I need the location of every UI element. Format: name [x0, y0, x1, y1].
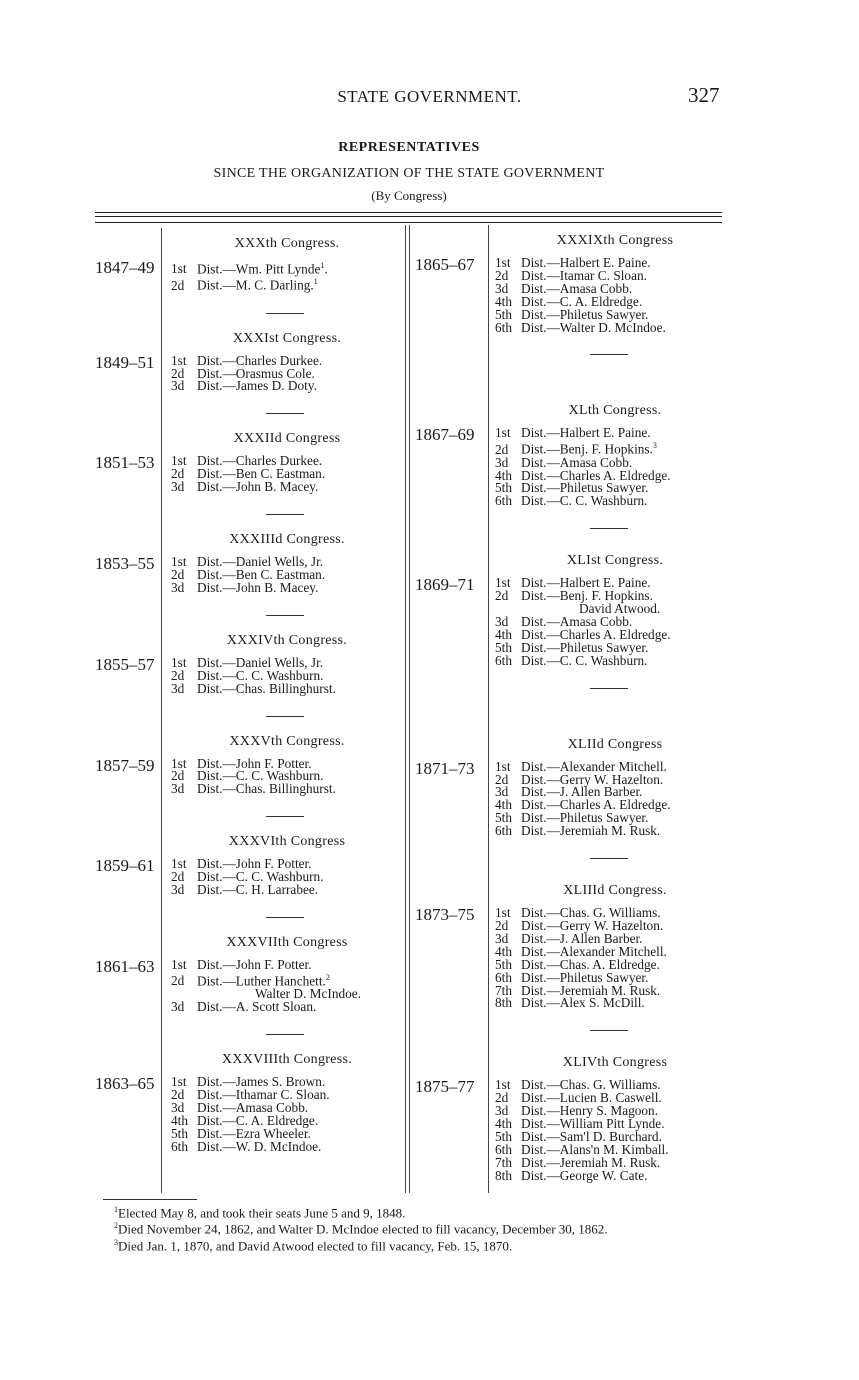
district-number: 4th [495, 943, 512, 959]
district-number: 5th [495, 956, 512, 972]
district-number: 3d [171, 579, 185, 595]
member-name: Dist.—Luther Hanchett. [197, 973, 326, 989]
district-number: 3d [171, 680, 185, 696]
block-separator [590, 858, 628, 859]
district-number: 5th [495, 1128, 512, 1144]
member-name: Dist.—Gerry W. Hazelton. [521, 917, 664, 933]
member-name: Dist.—Alexander Mitchell. [521, 943, 667, 959]
member-name: Dist.—Sam'l D. Burchard. [521, 1128, 662, 1144]
member-name: Dist.—Chas. G. Williams. [521, 1077, 661, 1093]
district-number: 1st [495, 905, 511, 921]
member-entry [171, 680, 403, 696]
footnote-ref: 1 [313, 277, 318, 287]
footnote-mark: 1 [114, 1205, 118, 1214]
term-years: 1863–65 [95, 1074, 155, 1094]
congress-heading: XLIst Congress. [566, 553, 664, 569]
district-number: 1st [171, 856, 187, 872]
member-entry [171, 1138, 403, 1154]
district-number: 1st [495, 575, 511, 591]
congress-block [95, 834, 403, 918]
district-number: 1st [171, 1074, 187, 1090]
congress-heading: XXXIIId Congress. [229, 532, 345, 548]
footnote [114, 1236, 744, 1252]
member-name: Dist.—Charles A. Eldredge. [521, 467, 671, 483]
member-name: Dist.—Henry S. Magoon. [521, 1103, 659, 1119]
member-name: Dist.—Alexander Mitchell. [521, 758, 667, 774]
member-name: David Atwood. [579, 601, 661, 617]
term-years: 1853–55 [95, 554, 155, 574]
district-number: 2d [171, 567, 185, 582]
district-number: 6th [495, 319, 512, 335]
congress-block [95, 431, 403, 515]
district-number: 1st [495, 758, 511, 774]
member-name: Dist.—Walter D. McIndoe. [521, 319, 666, 335]
term-years: 1859–61 [95, 856, 155, 876]
member-name: Dist.—Orasmus Cole. [197, 365, 315, 381]
center-divider-a [405, 225, 406, 1193]
term-years: 1869–71 [415, 575, 475, 595]
district-number: 3d [495, 1103, 509, 1119]
member-list [495, 907, 735, 1010]
member-name: Dist.—C. A. Eldredge. [197, 1112, 319, 1128]
member-name: Walter D. McIndoe. [255, 986, 362, 1002]
member-name: Dist.—George W. Cate. [521, 1167, 648, 1183]
member-list [171, 755, 403, 797]
member-name: Dist.—Jeremiah M. Rusk. [521, 1154, 661, 1170]
footnote-ref: 3 [652, 441, 657, 451]
congress-block [95, 236, 403, 314]
district-number: 3d [171, 479, 185, 495]
member-name: Dist.—C. H. Larrabee. [197, 882, 319, 898]
district-number: 2d [495, 588, 509, 604]
term-years: 1871–73 [415, 758, 475, 778]
footnote [114, 1203, 744, 1219]
district-number: 6th [171, 1138, 188, 1154]
congress-block [95, 633, 403, 717]
member-name: Dist.—Jeremiah M. Rusk. [521, 823, 661, 839]
block-separator [266, 615, 304, 616]
member-entry [495, 652, 735, 668]
district-number: 3d [171, 1099, 185, 1115]
top-rule-under [95, 222, 722, 223]
member-name: Dist.—James S. Brown. [197, 1074, 326, 1090]
district-number: 2d [171, 768, 185, 784]
district-number: 1st [495, 425, 511, 441]
congress-heading: XXXIXth Congress [556, 233, 674, 248]
member-name: Dist.—Charles Durkee. [197, 352, 323, 368]
term-years: 1875–77 [415, 1077, 475, 1097]
member-name: Dist.—Amasa Cobb. [197, 1099, 309, 1115]
member-name: Dist.—J. Allen Barber. [521, 930, 643, 946]
member-entry [171, 276, 403, 292]
member-list [171, 455, 403, 494]
footnote-text: Died November 24, 1862, and Walter D. McIndoe elected to fill vacancy, December 30, 1862. [118, 1221, 608, 1237]
district-number: 2d [495, 441, 509, 457]
district-number: 3d [495, 280, 509, 296]
district-number: 1st [171, 352, 187, 368]
district-number: 5th [171, 1125, 188, 1141]
congress-block [415, 883, 735, 1031]
block-separator [266, 816, 304, 817]
member-name: Dist.—Alans'n M. Kimball. [521, 1141, 669, 1157]
member-name: Dist.—John B. Macey. [197, 579, 319, 595]
district-number: 2d [171, 667, 185, 683]
member-list [171, 352, 403, 394]
member-name: Dist.—Ithamar C. Sloan. [197, 1086, 330, 1102]
member-list [171, 858, 403, 897]
member-name: Dist.—Philetus Sawyer. [521, 306, 649, 322]
district-number: 4th [495, 797, 512, 813]
member-list [495, 577, 735, 667]
congress-block [95, 734, 403, 818]
congress-heading: XLIVth Congress [562, 1055, 668, 1071]
member-list [171, 1076, 403, 1153]
congress-block [415, 233, 735, 355]
member-name: Dist.—John B. Macey. [197, 479, 319, 495]
footnote-rule [103, 1199, 197, 1200]
member-name: Dist.—Halbert E. Paine. [521, 255, 651, 270]
congress-block [95, 935, 403, 1035]
member-name: Dist.—M. C. Darling. [197, 277, 314, 293]
member-name: Dist.—Chas. A. Eldredge. [521, 956, 660, 972]
member-name: Dist.—J. Allen Barber. [521, 784, 643, 800]
district-number: 2d [495, 771, 509, 787]
district-number: 1st [495, 1077, 511, 1093]
member-list [495, 1079, 735, 1182]
member-name: Dist.—Philetus Sawyer. [521, 639, 649, 655]
member-name: Dist.—Charles Durkee. [197, 453, 323, 469]
congress-block [95, 532, 403, 616]
section-note: (By Congress) [371, 188, 447, 203]
district-number: 6th [495, 969, 512, 985]
term-years: 1861–63 [95, 956, 155, 976]
member-list [495, 427, 735, 508]
section-title: REPRESENTATIVES [338, 140, 480, 155]
member-entry [495, 319, 735, 335]
district-number: 2d [171, 466, 185, 482]
district-number: 3d [495, 784, 509, 800]
member-name: Dist.—Philetus Sawyer. [521, 810, 649, 826]
district-number: 2d [171, 277, 185, 293]
congress-block [415, 403, 735, 529]
member-entry [495, 1167, 735, 1183]
member-entry [171, 956, 403, 972]
district-number: 5th [495, 810, 512, 826]
district-number: 3d [495, 930, 509, 946]
member-entry [495, 495, 735, 508]
district-number: 1st [171, 755, 187, 771]
district-number: 4th [495, 1116, 512, 1132]
member-name-tail: . [324, 261, 328, 277]
footnote-mark: 3 [114, 1237, 118, 1247]
district-number: 2d [171, 869, 185, 885]
district-number: 3d [171, 781, 185, 797]
top-rule-thin [95, 216, 722, 217]
member-entry [171, 1001, 403, 1014]
member-list [171, 556, 403, 595]
footnote-text: Died Jan. 1, 1870, and David Atwood elected to fill vacancy, Feb. 15, 1870. [118, 1237, 513, 1253]
member-name: Dist.—John F. Potter. [197, 856, 312, 872]
member-entry [171, 260, 403, 276]
member-name: Dist.—Philetus Sawyer. [521, 969, 649, 985]
left-column [95, 236, 403, 1153]
member-name: Dist.—C. C. Washburn. [521, 652, 648, 668]
block-separator [590, 688, 628, 689]
term-years: 1847–49 [95, 258, 155, 277]
member-name: Dist.—Ezra Wheeler. [197, 1125, 311, 1141]
district-number: 2d [171, 1086, 185, 1102]
district-number: 6th [495, 823, 512, 839]
member-list [495, 257, 735, 334]
block-separator [590, 528, 628, 529]
member-name: Dist.—Amasa Cobb. [521, 454, 633, 470]
member-entry [171, 380, 403, 393]
congress-heading: XXXVth Congress. [229, 733, 345, 749]
member-name: Dist.—James D. Doty. [197, 378, 317, 394]
district-number: 6th [495, 493, 512, 509]
district-number: 2d [171, 365, 185, 381]
block-separator [266, 917, 304, 918]
member-list [171, 654, 403, 696]
district-number: 6th [495, 652, 512, 668]
block-separator [590, 354, 628, 355]
congress-heading: XXXVIIth Congress [226, 934, 348, 950]
member-name: Dist.—John F. Potter. [197, 956, 312, 972]
member-name: Dist.—W. D. McIndoe. [197, 1138, 322, 1154]
member-list [171, 956, 403, 1015]
district-number: 3d [495, 454, 509, 470]
member-name: Dist.—Lucien B. Caswell. [521, 1090, 662, 1106]
member-entry [495, 997, 735, 1010]
district-number: 7th [495, 982, 512, 998]
top-rule [95, 212, 722, 213]
term-years: 1857–59 [95, 755, 155, 775]
footnote-ref: 1 [320, 261, 325, 270]
term-years: 1873–75 [415, 905, 475, 925]
member-name: Dist.—Halbert E. Paine. [521, 575, 651, 591]
member-name: Dist.—Amasa Cobb. [521, 280, 633, 296]
district-number: 1st [171, 554, 187, 570]
member-name: Dist.—C. C. Washburn. [197, 869, 324, 885]
block-separator [266, 514, 304, 515]
term-years: 1849–51 [95, 352, 155, 372]
member-name: Dist.—Benj. F. Hopkins. [521, 441, 653, 457]
district-number: 1st [171, 453, 187, 469]
footnote-ref: 2 [325, 972, 330, 982]
footnote [114, 1219, 744, 1235]
footnote-text: Elected May 8, and took their seats June 5 and 9, 1848. [118, 1205, 406, 1221]
section-subtitle: SINCE THE ORGANIZATION OF THE STATE GOVERNMENT [213, 166, 605, 181]
member-name: Dist.—Wm. Pitt Lynde [197, 261, 321, 277]
congress-block [95, 1052, 403, 1153]
district-number: 2d [495, 1090, 509, 1106]
district-number: 8th [495, 995, 512, 1011]
footnotes [114, 1203, 744, 1252]
member-name: Dist.—C. C. Washburn. [521, 493, 648, 509]
district-number: 1st [171, 654, 187, 670]
term-years: 1855–57 [95, 654, 155, 674]
member-name: Dist.—Chas. Billinghurst. [197, 781, 336, 797]
member-name: Dist.—Amasa Cobb. [521, 614, 633, 630]
congress-heading: XXXVIth Congress [228, 834, 346, 850]
congress-block [415, 553, 735, 688]
member-name: Dist.—C. C. Washburn. [197, 768, 324, 784]
district-number: 4th [171, 1112, 188, 1128]
congress-block [415, 1055, 735, 1182]
congress-heading: XXXIVth Congress. [226, 632, 348, 648]
district-number: 5th [495, 306, 512, 322]
district-number: 5th [495, 480, 512, 496]
term-years: 1865–67 [415, 255, 475, 274]
center-divider-b [409, 225, 410, 1193]
district-number: 8th [495, 1167, 512, 1183]
member-name: Dist.—William Pitt Lynde. [521, 1116, 665, 1132]
district-number: 7th [495, 1154, 512, 1170]
term-years: 1851–53 [95, 453, 155, 473]
running-title: STATE GOVERNMENT. [337, 87, 522, 106]
block-separator [266, 413, 304, 414]
congress-heading: XLIIId Congress. [563, 883, 667, 899]
member-name: Dist.—Daniel Wells, Jr. [197, 654, 324, 670]
member-name: Dist.—Chas. Billinghurst. [197, 680, 336, 696]
member-name: Dist.—Halbert E. Paine. [521, 425, 651, 441]
district-number: 4th [495, 467, 512, 483]
district-number: 3d [171, 882, 185, 898]
member-name: Dist.—Daniel Wells, Jr. [197, 554, 324, 570]
member-name: Dist.—Gerry W. Hazelton. [521, 771, 664, 787]
district-number: 2d [495, 917, 509, 933]
member-name: Dist.—Ben C. Eastman. [197, 466, 326, 482]
congress-heading: XXXIId Congress [233, 431, 341, 447]
member-entry [171, 783, 403, 796]
member-name: Dist.—Alex S. McDill. [521, 995, 645, 1011]
member-name: Dist.—Ben C. Eastman. [197, 567, 326, 582]
district-number: 3d [495, 614, 509, 630]
member-entry [495, 825, 735, 838]
district-number: 2d [495, 267, 509, 283]
member-name: Dist.—Philetus Sawyer. [521, 480, 649, 496]
page-number: 327 [688, 83, 720, 107]
member-name: Dist.—Benj. F. Hopkins. [521, 588, 653, 604]
block-separator [266, 1034, 304, 1035]
district-number: 6th [495, 1141, 512, 1157]
district-number: 3d [171, 999, 185, 1015]
district-number: 1st [171, 261, 187, 277]
member-entry [171, 884, 403, 897]
member-name: Dist.—A. Scott Sloan. [197, 999, 317, 1015]
member-entry [171, 579, 403, 595]
term-years: 1867–69 [415, 425, 475, 445]
district-number: 4th [495, 293, 512, 309]
right-column [415, 233, 735, 1183]
block-separator [266, 716, 304, 717]
district-number: 4th [495, 626, 512, 642]
congress-heading: XXXth Congress. [234, 236, 340, 251]
district-number: 3d [171, 378, 185, 394]
congress-heading: XXXVIIIth Congress. [221, 1052, 353, 1068]
district-number: 5th [495, 639, 512, 655]
block-separator [590, 1030, 628, 1031]
district-number: 1st [495, 255, 511, 270]
member-name: Dist.—Charles A. Eldredge. [521, 797, 671, 813]
member-name: Dist.—Chas. G. Williams. [521, 905, 661, 921]
congress-block [415, 737, 735, 859]
congress-heading: XLIId Congress [567, 736, 663, 752]
district-number: 2d [171, 973, 185, 989]
block-separator [266, 313, 304, 314]
footnote-mark: 2 [114, 1221, 118, 1231]
congress-heading: XXXIst Congress. [232, 330, 342, 346]
member-name: Dist.—C. C. Washburn. [197, 667, 324, 683]
congress-block [95, 331, 403, 415]
member-list [495, 758, 735, 839]
member-name: Dist.—Jeremiah M. Rusk. [521, 982, 661, 998]
member-entry [495, 427, 735, 440]
district-number: 1st [171, 956, 187, 972]
member-entry [171, 481, 403, 494]
member-name: Dist.—C. A. Eldredge. [521, 293, 643, 309]
member-list [171, 260, 403, 293]
member-name: Dist.—John F. Potter. [197, 755, 312, 771]
congress-heading: XLth Congress. [568, 403, 662, 419]
member-name: Dist.—Charles A. Eldredge. [521, 626, 671, 642]
member-name: Dist.—Itamar C. Sloan. [521, 267, 647, 283]
